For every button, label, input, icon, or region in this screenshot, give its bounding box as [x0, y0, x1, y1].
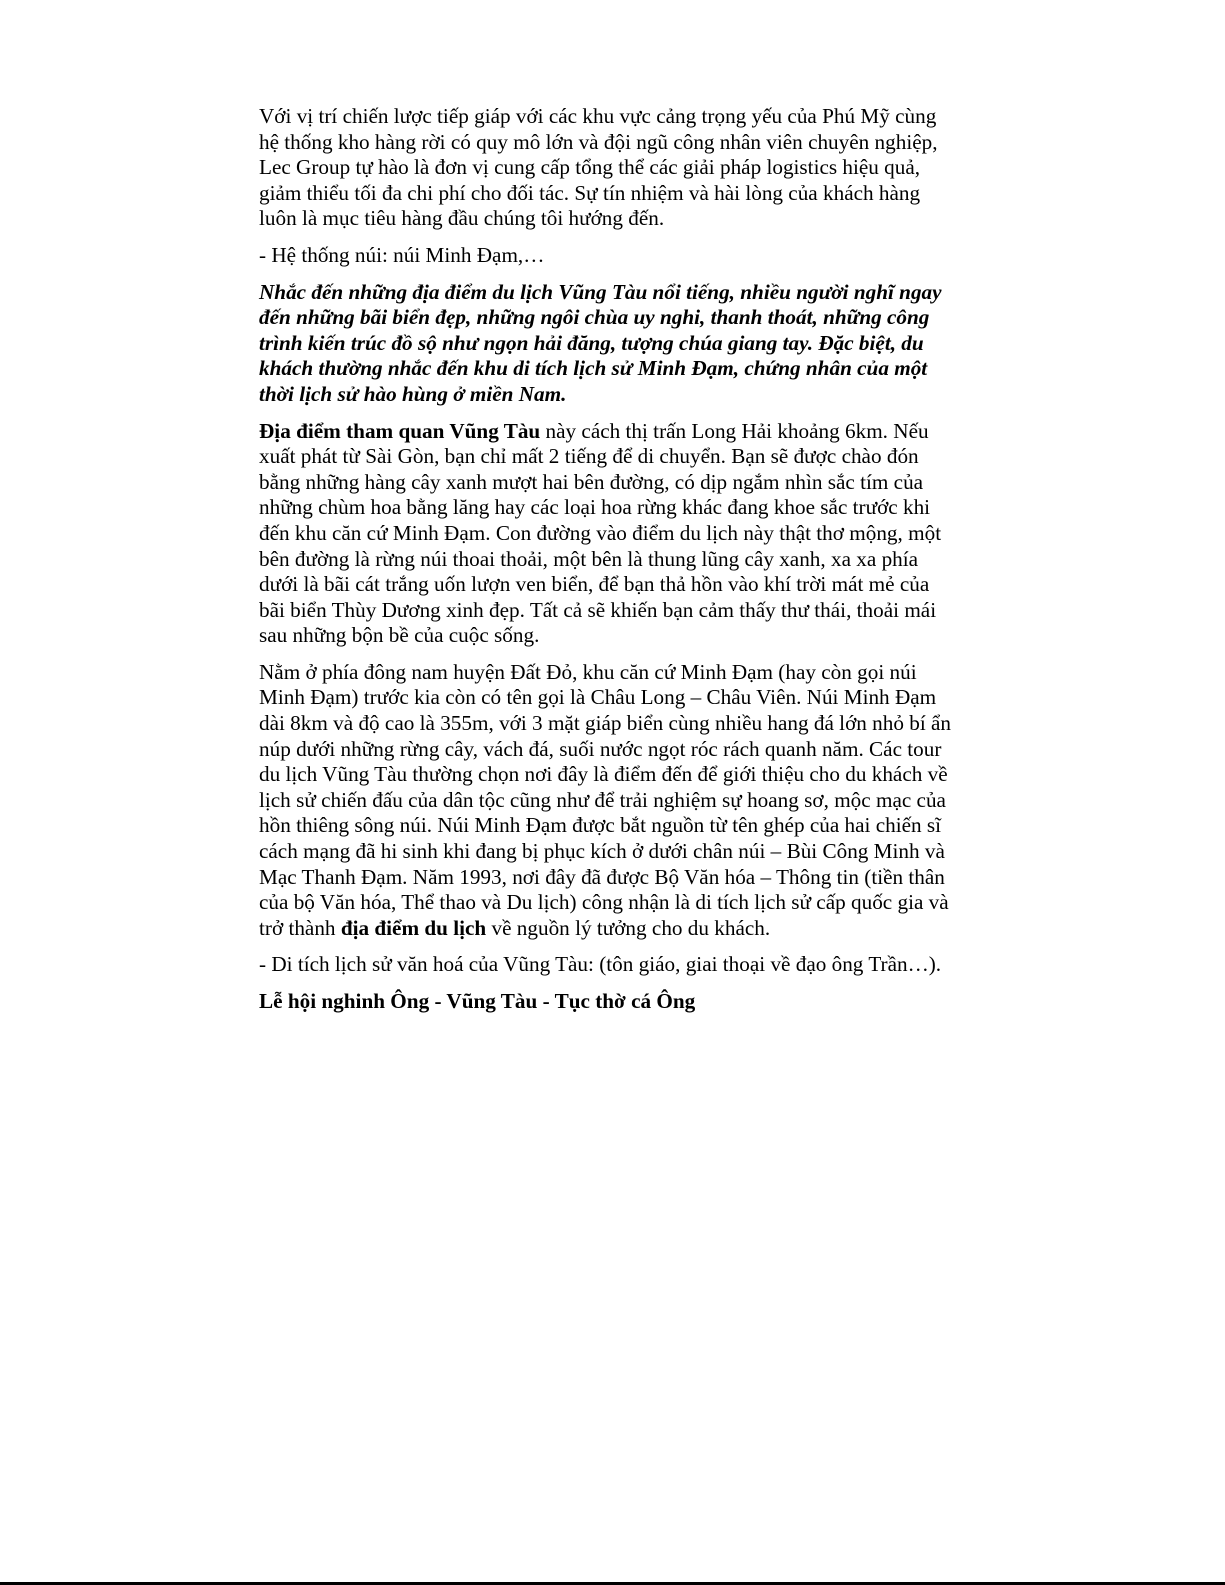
paragraph-history-end: về nguồn lý tưởng cho du khách.	[486, 915, 771, 940]
paragraph-italic-intro: Nhắc đến những địa điểm du lịch Vũng Tàu nổi tiếng, nhiều người nghĩ ngay đến những bãi biển đẹp, những ngôi chùa uy nghi, thanh thoát, những công trình kiến trúc đồ sộ như ngọn hải đăng, tượng chúa giang tay. Đặc biệt, du khách thường nhắc đến khu di tích lịch sử Minh Đạm, chứng nhân của một thời lịch sử hào hùng ở miền Nam.	[259, 279, 942, 406]
bold-travel-phrase: địa điểm du lịch	[340, 915, 487, 940]
paragraph-history	[259, 660, 959, 942]
bold-location-phrase: Địa điểm tham quan Vũng Tàu	[259, 418, 541, 443]
paragraph-location-text: này cách thị trấn Long Hải khoảng 6km. Nếu xuất phát từ Sài Gòn, bạn chỉ mất 2 tiếng để di chuyển. Bạn sẽ được chào đón bằng những hàng cây xanh mượt hai bên đường, có dịp ngắm nhìn sắc tím của những chùm hoa bằng lăng hay các loại hoa rừng khác đang khoe sắc trước khi đến khu căn cứ Minh Đạm. Con đường vào điểm du lịch này thật thơ mộng, một bên đường là rừng núi thoai thoải, một bên là thung lũng cây xanh, xa xa phía dưới là bãi cát trắng uốn lượn ven biển, để bạn thả hồn vào khí trời mát mẻ của bãi biển Thùy Dương xinh đẹp. Tất cả sẽ khiến bạn cảm thấy thư thái, thoải mái sau những bộn bề của cuộc sống.	[259, 418, 942, 648]
bullet-mountains: - Hệ thống núi: núi Minh Đạm,…	[259, 242, 545, 267]
paragraph-intro: Với vị trí chiến lược tiếp giáp với các khu vực cảng trọng yếu của Phú Mỹ cùng hệ thống kho hàng rời có quy mô lớn và đội ngũ công nhân viên chuyên nghiệp, Lec Group tự hào là đơn vị cung cấp tổng thể các giải pháp logistics hiệu quả, giảm thiểu tối đa chi phí cho đối tác. Sự tín nhiệm và hài lòng của khách hàng luôn là mục tiêu hàng đầu chúng tôi hướng đến.	[259, 104, 938, 231]
document-body	[259, 104, 959, 1015]
bullet-heritage: - Di tích lịch sử văn hoá của Vũng Tàu: (tôn giáo, giai thoại về đạo ông Trần…).	[259, 952, 942, 977]
paragraph-history-text: Nằm ở phía đông nam huyện Đất Đỏ, khu căn cứ Minh Đạm (hay còn gọi núi Minh Đạm) trước kia còn có tên gọi là Châu Long – Châu Viên. Núi Minh Đạm dài 8km và độ cao là 355m, với 3 mặt giáp biển cùng nhiều hang đá lớn nhỏ bí ẩn núp dưới những rừng cây, vách đá, suối nước ngọt róc rách quanh năm. Các tour du lịch Vũng Tàu thường chọn nơi đây là điểm đến để giới thiệu cho du khách về lịch sử chiến đấu của dân tộc cũng như để trải nghiệm sự hoang sơ, mộc mạc của hồn thiêng sông núi. Núi Minh Đạm được bắt nguồn từ tên ghép của hai chiến sĩ cách mạng đã hi sinh khi đang bị phục kích ở dưới chân núi – Bùi Công Minh và Mạc Thanh Đạm. Năm 1993, nơi đây đã được Bộ Văn hóa – Thông tin (tiền thân của bộ Văn hóa, Thể thao và Du lịch) công nhận là di tích lịch sử cấp quốc gia và trở thành	[259, 659, 952, 940]
paragraph-location	[259, 419, 959, 649]
section-heading-festival: Lễ hội nghinh Ông - Vũng Tàu - Tục thờ cá Ông	[259, 989, 696, 1013]
